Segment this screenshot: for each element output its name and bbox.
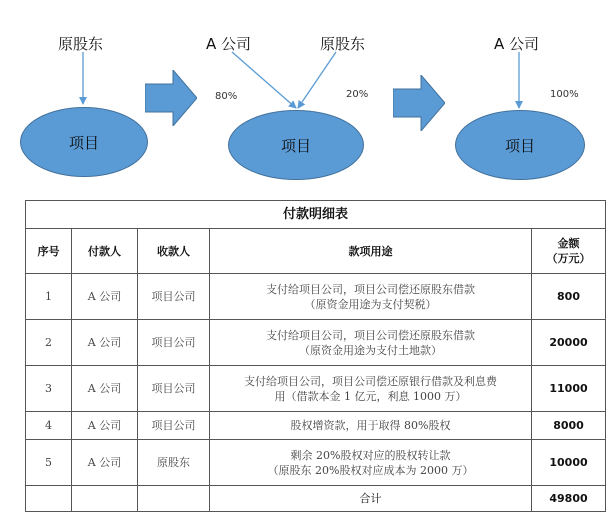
- row-payer: A 公司: [72, 366, 138, 412]
- stage1-project-ellipse: [20, 107, 148, 177]
- row-seq: 5: [26, 440, 72, 486]
- row-seq: 4: [26, 412, 72, 440]
- total-empty-cell: [72, 486, 138, 512]
- table-row: [26, 412, 606, 440]
- row-payee: 项目公司: [138, 366, 210, 412]
- stage2-company-label: A 公司: [206, 35, 252, 53]
- transition-arrow-1: [145, 70, 197, 126]
- total-label: 合计: [210, 486, 532, 512]
- stage2-project-label: 项目: [280, 136, 311, 155]
- table-row: [26, 274, 606, 320]
- row-amount: 20000: [532, 320, 606, 366]
- table-row: [26, 320, 606, 366]
- header-amount: [532, 229, 606, 274]
- header-seq: 序号: [26, 229, 72, 274]
- payment-details-table: [25, 200, 606, 512]
- stage3-project-label: 项目: [504, 136, 535, 155]
- row-seq: 3: [26, 366, 72, 412]
- total-empty-cell: [138, 486, 210, 512]
- stage2-company-pct: 80%: [215, 91, 238, 102]
- table-row: [26, 440, 606, 486]
- row-payee: 项目公司: [138, 274, 210, 320]
- transition-arrow-2: [393, 75, 445, 131]
- row-payee: 原股东: [138, 440, 210, 486]
- row-amount: 8000: [532, 412, 606, 440]
- stage1-shareholder-label: 原股东: [58, 35, 104, 53]
- row-purpose-line2: （原资金用途为支付土地款）: [299, 343, 442, 357]
- header-amount-line2: （万元）: [546, 252, 591, 265]
- row-purpose-line2: （原资金用途为支付契税）: [304, 297, 437, 311]
- stage3-company-pct: 100%: [550, 89, 579, 100]
- header-amount-line1: 金额: [557, 237, 580, 250]
- row-purpose-line1: 支付给项目公司，项目公司偿还原股东借款: [266, 282, 475, 296]
- row-seq: 2: [26, 320, 72, 366]
- row-amount: 11000: [532, 366, 606, 412]
- row-purpose: [210, 440, 532, 486]
- total-amount: 49800: [532, 486, 606, 512]
- row-purpose-line1: 支付给项目公司，项目公司偿还原股东借款: [266, 328, 475, 342]
- row-payer: A 公司: [72, 274, 138, 320]
- row-payee: 项目公司: [138, 320, 210, 366]
- row-purpose-line1: 股权增资款，用于取得 80%股权: [290, 419, 451, 432]
- table-header-row: [26, 229, 606, 274]
- row-purpose: [210, 320, 532, 366]
- row-purpose-line1: 支付给项目公司，项目公司偿还原银行借款及利息费: [244, 374, 497, 388]
- row-purpose-line1: 剩余 20%股权对应的股权转让款: [290, 448, 451, 462]
- row-purpose: [210, 366, 532, 412]
- row-payer: A 公司: [72, 440, 138, 486]
- stage2-project-ellipse: [228, 110, 364, 180]
- header-payer: 付款人: [72, 229, 138, 274]
- stage3-company-label: A 公司: [494, 35, 540, 53]
- row-seq: 1: [26, 274, 72, 320]
- stage3-project-ellipse: [455, 110, 585, 180]
- table-row: [26, 366, 606, 412]
- header-purpose: 款项用途: [210, 229, 532, 274]
- row-purpose-line2: 用（借款本金 1 亿元，利息 1000 万）: [274, 389, 467, 403]
- stage1-project-label: 项目: [68, 133, 99, 152]
- total-row: [26, 486, 606, 512]
- row-amount: 800: [532, 274, 606, 320]
- row-payer: A 公司: [72, 412, 138, 440]
- row-amount: 10000: [532, 440, 606, 486]
- row-payer: A 公司: [72, 320, 138, 366]
- row-payee: 项目公司: [138, 412, 210, 440]
- row-purpose: [210, 412, 532, 440]
- row-purpose-line2: （原股东 20%股权对应成本为 2000 万）: [267, 463, 474, 477]
- header-payee: 收款人: [138, 229, 210, 274]
- stage2-shareholder-pct: 20%: [346, 89, 369, 100]
- total-empty-cell: [26, 486, 72, 512]
- stage2-shareholder-label: 原股东: [320, 35, 366, 53]
- row-purpose: [210, 274, 532, 320]
- arrow-stage2-company: [232, 52, 296, 108]
- ownership-diagram: [0, 0, 616, 195]
- table-title: 付款明细表: [26, 201, 606, 229]
- arrow-stage2-shareholder: [298, 52, 336, 108]
